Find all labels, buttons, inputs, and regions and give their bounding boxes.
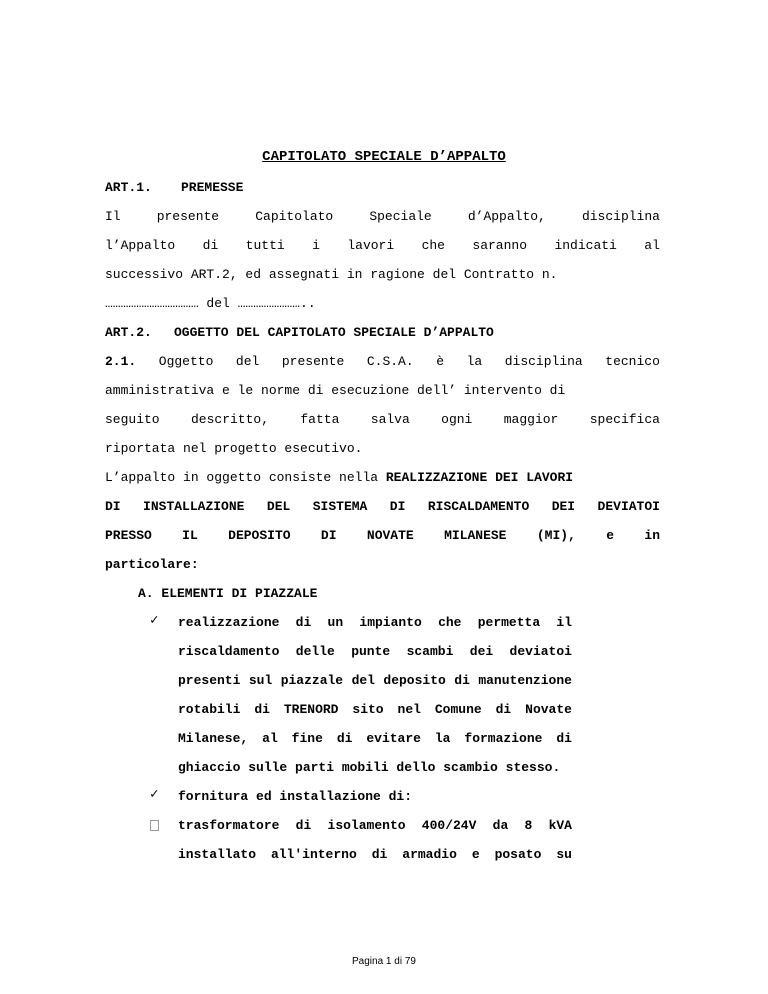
art1-number: ART.1. (105, 180, 152, 195)
art1-heading (105, 178, 660, 198)
item3-line2: installato all'interno di armadio e posato su (178, 847, 572, 862)
p2-line1: 2.1. Oggetto del presente C.S.A. è la disciplina tecnico (105, 352, 660, 372)
item3-line1: trasformatore di isolamento 400/24V da 8 kVA (178, 818, 572, 833)
item1-line4: rotabili di TRENORD sito nel Comune di Novate (178, 702, 572, 717)
checkmark-icon: ✓ (150, 787, 159, 803)
p2-line2: amministrativa e le norme di esecuzione dell’ intervento di (105, 383, 566, 398)
item1-line3: presenti sul piazzale del deposito di manutenzione (178, 673, 572, 688)
p3-line1: L’appalto in oggetto consiste nella REALIZZAZIONE DEI LAVORI (105, 470, 574, 485)
art2-number: ART.2. (105, 325, 152, 340)
p2-number: 2.1. (105, 354, 137, 369)
art1-title: PREMESSE (181, 180, 244, 195)
item1-line2: riscaldamento delle punte scambi dei deviatoi (178, 644, 572, 659)
p3-line3: PRESSO IL DEPOSITO DI NOVATE MILANESE (MI), e in (105, 528, 660, 543)
p1-line1: Il presente Capitolato Speciale d’Appalto, disciplina (105, 209, 660, 224)
document-title: CAPITOLATO SPECIALE D’APPALTO (262, 149, 506, 165)
p3-line4: particolare: (105, 557, 199, 572)
art2-title: OGGETTO DEL CAPITOLATO SPECIALE D’APPALTO (174, 325, 494, 340)
item1-line6: ghiaccio sulle parti mobili dello scambio stesso. (178, 760, 561, 775)
p2-line4: riportata nel progetto esecutivo. (105, 441, 363, 456)
p3-line2: DI INSTALLAZIONE DEL SISTEMA DI RISCALDAMENTO DEI DEVIATOI (105, 499, 660, 514)
p1-line3: successivo ART.2, ed assegnati in ragione del Contratto n. (105, 267, 558, 282)
art2-heading (105, 323, 660, 343)
p2-line3: seguito descritto, fatta salva ogni maggior specifica (105, 412, 660, 427)
page-number-footer: Pagina 1 di 79 (352, 956, 416, 967)
item1-line1: realizzazione di un impianto che permetta il (178, 615, 572, 630)
p1-line4: ……………………………… del …………………….. (105, 296, 316, 311)
p1-line2: l’Appalto di tutti i lavori che saranno indicati al (105, 238, 660, 253)
checkmark-icon: ✓ (150, 613, 159, 629)
item2-line: fornitura ed installazione di: (178, 789, 413, 804)
section-a-heading: A. ELEMENTI DI PIAZZALE (138, 586, 318, 601)
square-bullet-icon (150, 820, 159, 831)
item1-line5: Milanese, al fine di evitare la formazione di (178, 731, 572, 746)
